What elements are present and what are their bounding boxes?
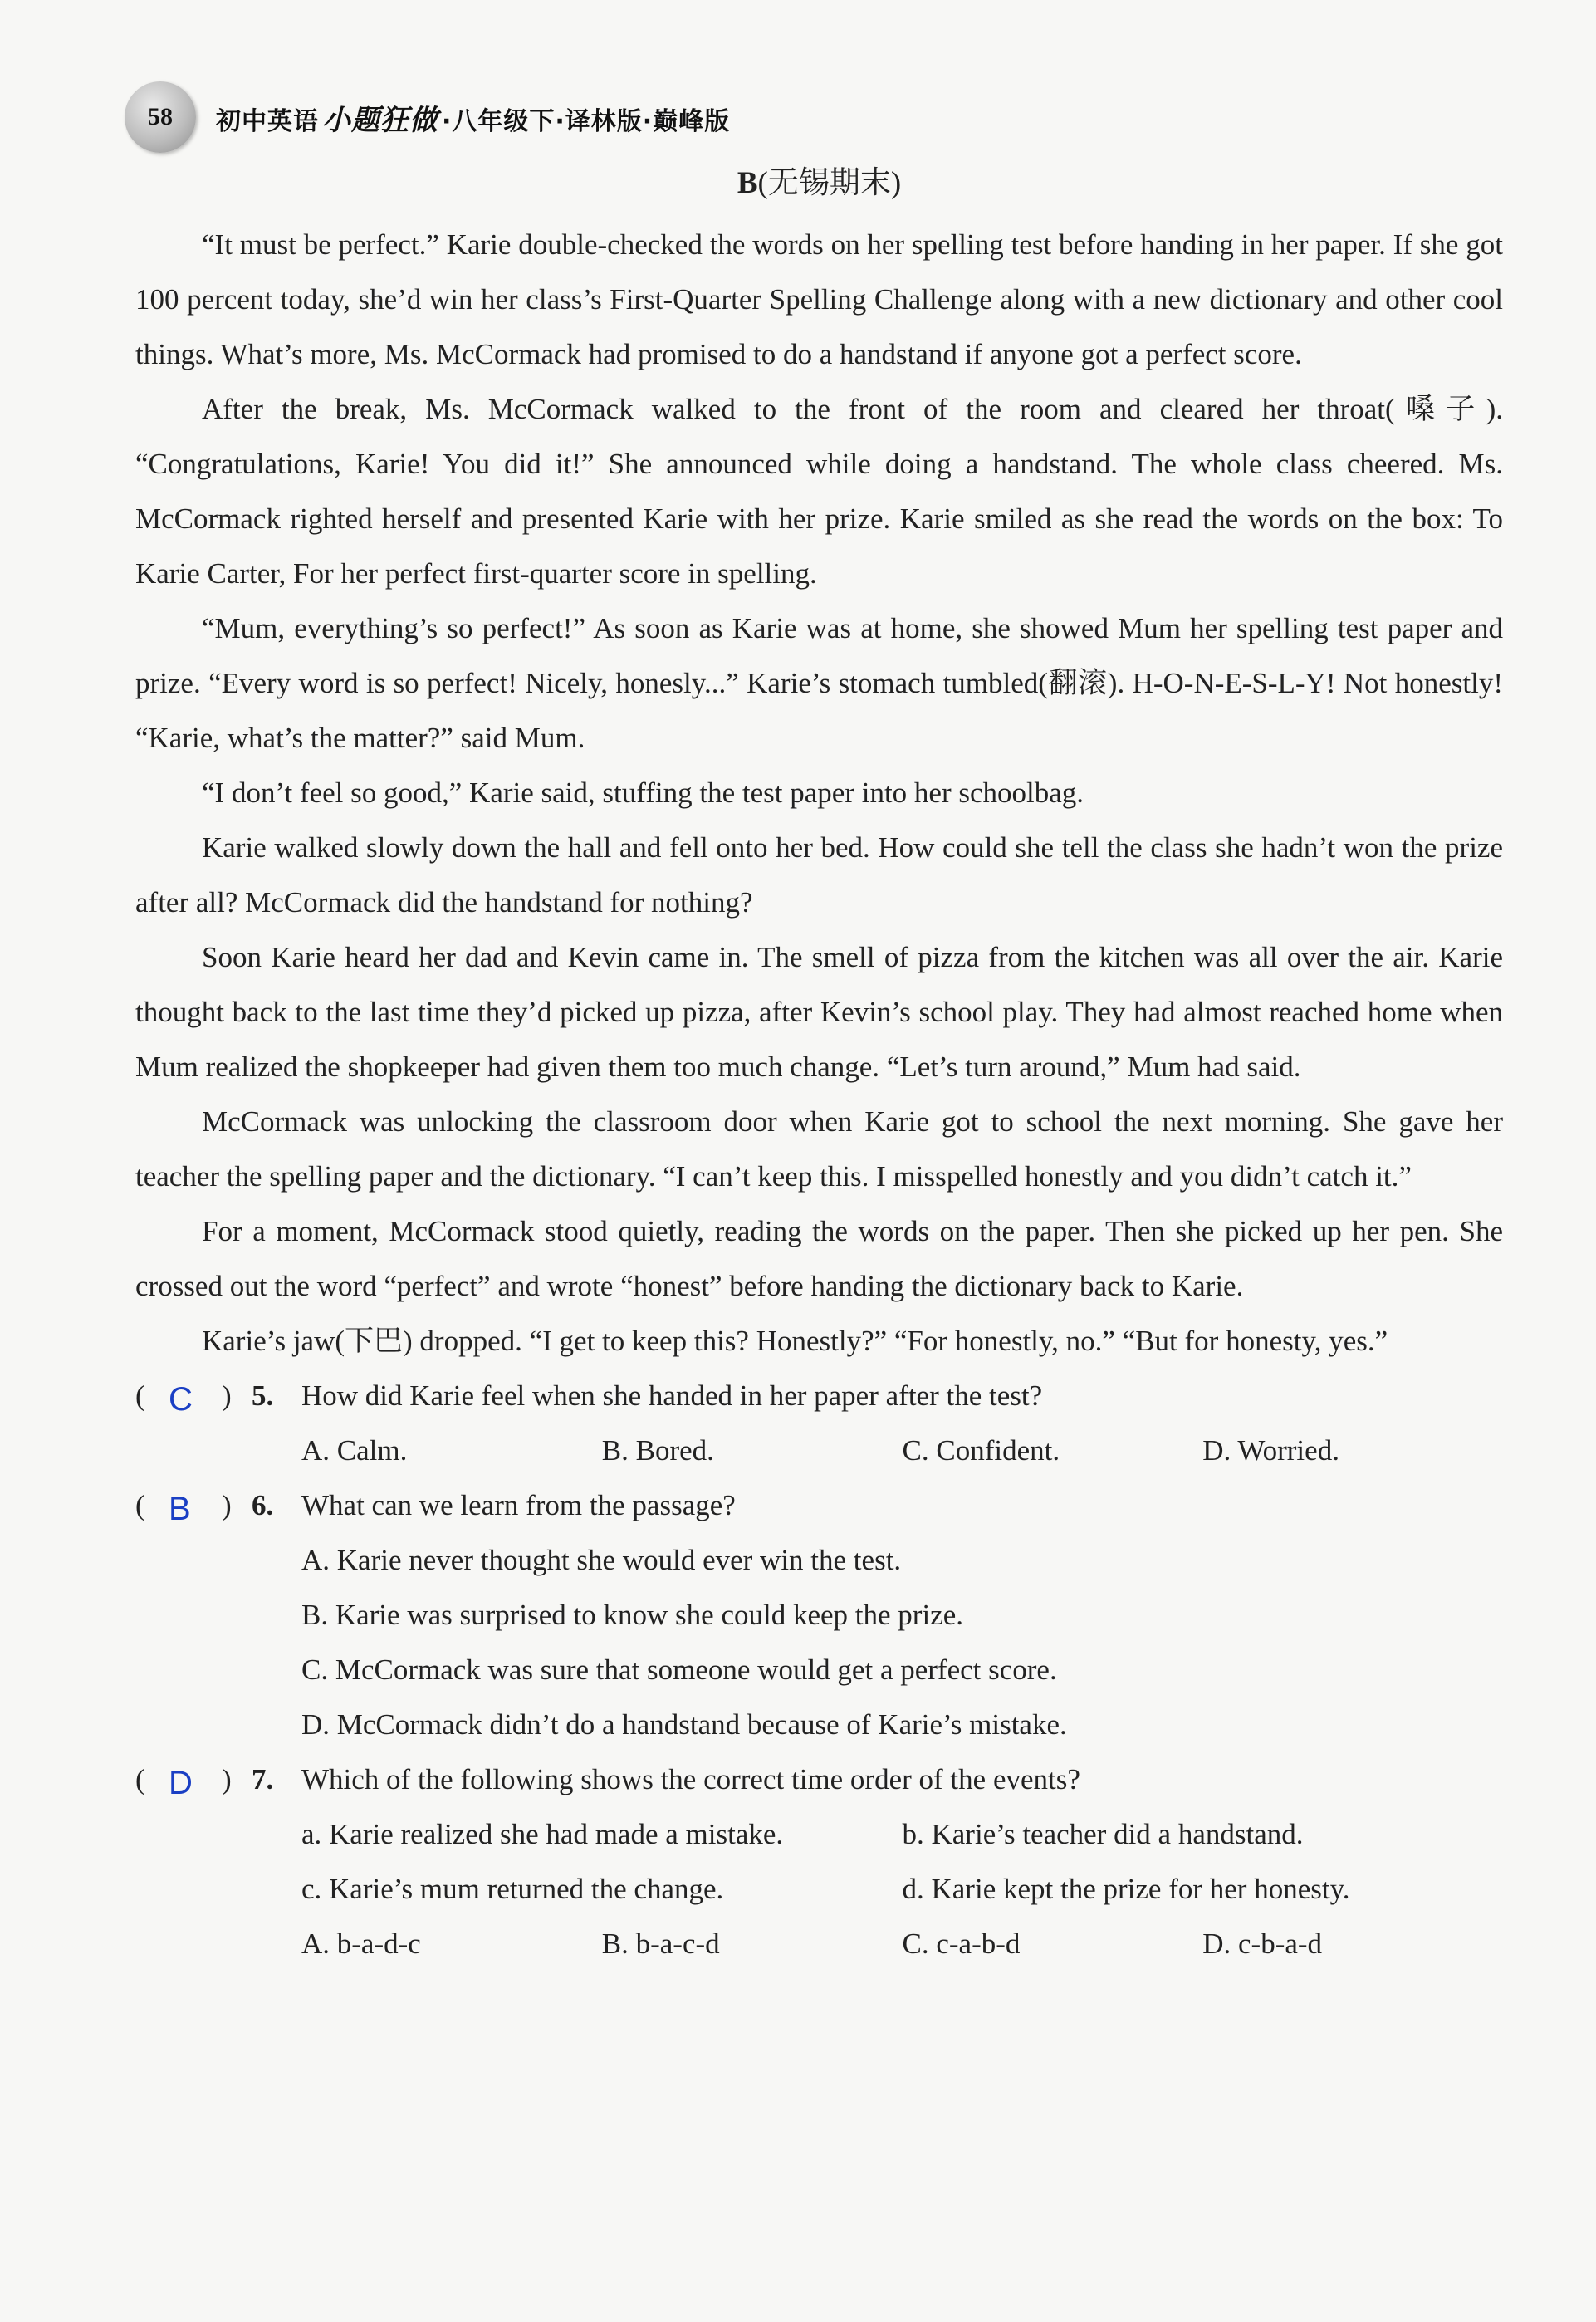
option-b: B. Karie was surprised to know she could keep the prize. <box>301 1599 964 1631</box>
paragraph: “I don’t feel so good,” Karie said, stuffing the test paper into her schoolbag. <box>202 776 1084 809</box>
question-7 <box>135 1752 1503 1972</box>
event-b: b. Karie’s teacher did a handstand. <box>902 1818 1304 1850</box>
paragraph: Karie’s jaw(下巴) dropped. “I get to keep this? Honestly?” “For honestly, no.” “But for honesty, yes.” <box>202 1325 1388 1357</box>
paragraph: “Mum, everything’s so perfect!” As soon as Karie was at home, she showed Mum her spelling test paper and prize. “Every word is so perfect! Nicely, honesly...” Karie’s stomach tumbled(翻滚). H-O-N-E-S-L-Y! Not honestly! “Karie, what’s the matter?” said Mum. <box>135 612 1503 754</box>
question-5 <box>135 1369 1503 1478</box>
question-text: How did Karie feel when she handed in her paper after the test? <box>301 1379 1043 1412</box>
option-c: C. McCormack was sure that someone would get a perfect score. <box>301 1653 1057 1686</box>
event-d: d. Karie kept the prize for her honesty. <box>902 1873 1350 1905</box>
paragraph: McCormack was unlocking the classroom door when Karie got to school the next morning. She gave her teacher the spelling paper and the dictionary. “I can’t keep this. I misspelled honestly and you didn’t catch it.” <box>135 1105 1503 1193</box>
paragraph: Soon Karie heard her dad and Kevin came in. The smell of pizza from the kitchen was all over the air. Karie thought back to the last time they’d picked up pizza, after Kevin’s school play. They had almost reached home when Mum realized the shopkeeper had given them too much change. “Let’s turn around,” Mum had said. <box>135 941 1503 1083</box>
question-number: 7. <box>252 1763 274 1795</box>
option-b: B. Bored. <box>601 1434 714 1467</box>
book-brand: 小题狂做 <box>322 103 438 137</box>
question-text: What can we learn from the passage? <box>301 1489 736 1521</box>
answer-bracket: ( D ) 7. <box>135 1752 301 1807</box>
page-number-badge: 58 <box>125 81 196 153</box>
page-header <box>125 80 730 154</box>
paragraph: After the break, Ms. McCormack walked to the front of the room and cleared her throat(嗓子). “Congratulations, Karie! You did it!” She announced while doing a handstand. The whole class cheered. Ms. McCormack righted herself and presented Karie with her prize. Karie smiled as she read the words on the box: To Karie Carter, For her perfect first-quarter score in spelling. <box>135 393 1503 590</box>
option-d: D. c-b-a-d <box>1202 1928 1323 1960</box>
option-d: D. McCormack didn’t do a handstand because of Karie’s mistake. <box>301 1708 1067 1741</box>
answer-bracket: ( B ) 6. <box>135 1478 301 1533</box>
passage-content <box>135 163 1503 1972</box>
paragraph: For a moment, McCormack stood quietly, reading the words on the paper. Then she picked up her pen. She crossed out the word “perfect” and wrote “honest” before handing the dictionary back to Karie. <box>135 1215 1503 1302</box>
event-a: a. Karie realized she had made a mistake. <box>301 1818 784 1850</box>
options-list <box>135 1533 1503 1752</box>
answer-bracket: ( C ) 5. <box>135 1369 301 1423</box>
handwritten-answer: C <box>169 1381 193 1418</box>
option-c: C. c-a-b-d <box>902 1928 1021 1960</box>
book-title-prefix: 初中英语 <box>216 106 319 136</box>
options-row <box>135 1423 1503 1478</box>
book-title <box>216 97 730 138</box>
events-row <box>135 1807 1503 1862</box>
question-number: 5. <box>252 1379 274 1412</box>
section-letter: B <box>737 166 758 200</box>
question-number: 6. <box>252 1489 274 1521</box>
handwritten-answer: D <box>169 1765 193 1801</box>
book-title-suffix: ·八年级下·译林版·巅峰版 <box>442 106 731 136</box>
section-source: (无锡期末) <box>757 166 902 200</box>
option-a: A. Karie never thought she would ever win the test. <box>301 1544 902 1576</box>
question-text: Which of the following shows the correct time order of the events? <box>301 1763 1080 1795</box>
question-6 <box>135 1478 1503 1752</box>
event-c: c. Karie’s mum returned the change. <box>301 1873 724 1905</box>
option-a: A. b-a-d-c <box>301 1928 421 1960</box>
option-c: C. Confident. <box>902 1434 1060 1467</box>
paragraph: “It must be perfect.” Karie double-checked the words on her spelling test before handing in her paper. If she got 100 percent today, she’d win her class’s First-Quarter Spelling Challenge along with a new dictionary and other cool things. What’s more, Ms. McCormack had promised to do a handstand if anyone got a perfect score. <box>135 228 1503 370</box>
options-row <box>135 1917 1503 1972</box>
events-row <box>135 1862 1503 1917</box>
option-d: D. Worried. <box>1202 1434 1339 1467</box>
option-a: A. Calm. <box>301 1434 408 1467</box>
handwritten-answer: B <box>169 1491 191 1527</box>
option-b: B. b-a-c-d <box>601 1928 720 1960</box>
paragraph: Karie walked slowly down the hall and fell onto her bed. How could she tell the class she hadn’t won the prize after all? McCormack did the handstand for nothing? <box>135 831 1503 919</box>
section-title <box>135 163 1503 204</box>
